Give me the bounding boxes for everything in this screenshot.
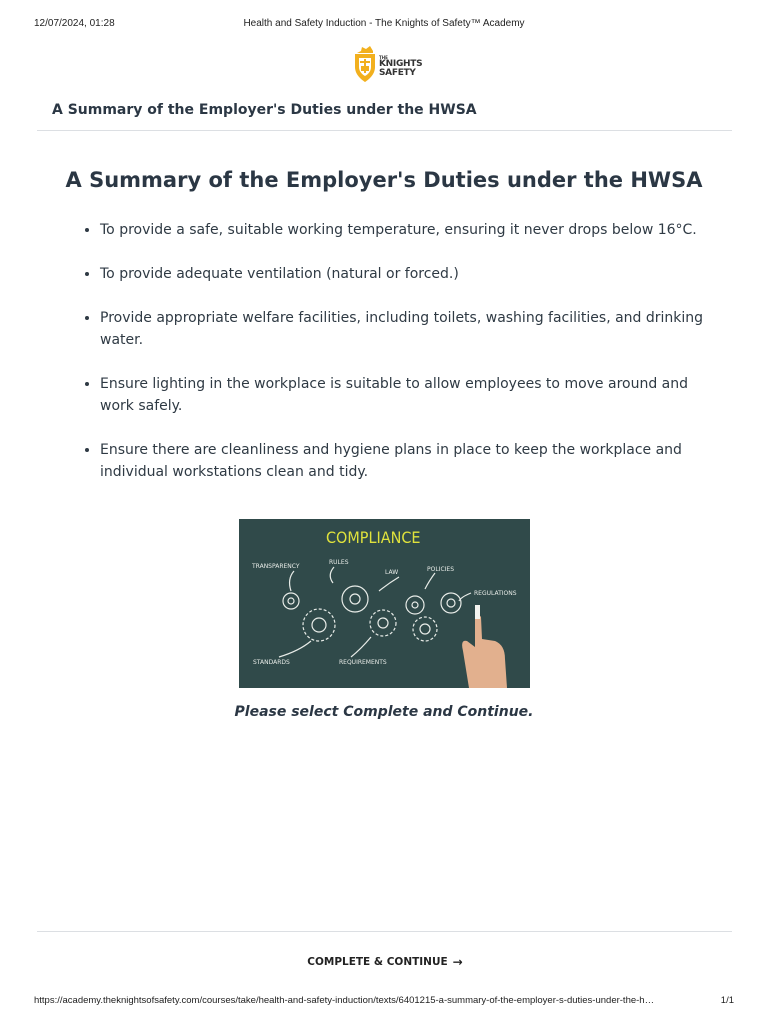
print-date: 12/07/2024, 01:28: [34, 18, 115, 29]
duties-list: [100, 219, 720, 505]
list-item: Ensure there are cleanliness and hygiene plans in place to keep the workplace and individual workstations clean and tidy.: [100, 439, 720, 483]
image-label: LAW: [385, 569, 399, 576]
content-heading: A Summary of the Employer's Duties under the HWSA: [65, 168, 703, 192]
print-footer: [34, 995, 734, 1009]
print-header: [34, 18, 734, 32]
header-divider: [37, 130, 732, 131]
list-item: To provide a safe, suitable working temperature, ensuring it never drops below 16°C.: [100, 219, 720, 241]
footer-divider: [37, 931, 732, 932]
compliance-image: [239, 519, 530, 688]
complete-and-continue-button[interactable]: [299, 952, 471, 972]
image-label: REGULATIONS: [474, 590, 517, 597]
arrow-right-icon: →: [452, 955, 463, 969]
complete-button-label: COMPLETE & CONTINUE: [307, 956, 448, 968]
compliance-chalkboard-illustration: [239, 519, 530, 688]
print-url: https://academy.theknightsofsafety.com/courses/take/health-and-safety-induction/texts/6401215-a-summary-of-the-employer-s-duties-under-the-h…: [34, 995, 655, 1006]
logo-line-the: THE: [379, 55, 388, 60]
list-item: Provide appropriate welfare facilities, including toilets, washing facilities, and drinking water.: [100, 307, 720, 351]
image-label: REQUIREMENTS: [339, 659, 387, 666]
list-item: Ensure lighting in the workplace is suitable to allow employees to move around and work safely.: [100, 373, 720, 417]
print-title: Health and Safety Induction - The Knights of Safety™ Academy: [243, 18, 525, 29]
image-label: TRANSPARENCY: [252, 563, 300, 570]
logo-line-knights: KNIGHTS: [379, 59, 423, 69]
logo-line-safety: SAFETY: [379, 68, 416, 78]
list-item: To provide adequate ventilation (natural or forced.): [100, 263, 720, 285]
knights-of-safety-logo[interactable]: [352, 43, 423, 87]
image-label: STANDARDS: [253, 659, 290, 666]
image-title: COMPLIANCE: [326, 528, 421, 547]
lesson-title: A Summary of the Employer's Duties under the HWSA: [52, 102, 477, 118]
image-label: POLICIES: [427, 566, 455, 573]
logo-wordmark: [379, 55, 422, 78]
image-label: RULES: [329, 559, 349, 566]
instruction-text: Please select Complete and Continue.: [234, 704, 534, 720]
print-page-number: 1/1: [720, 995, 734, 1006]
